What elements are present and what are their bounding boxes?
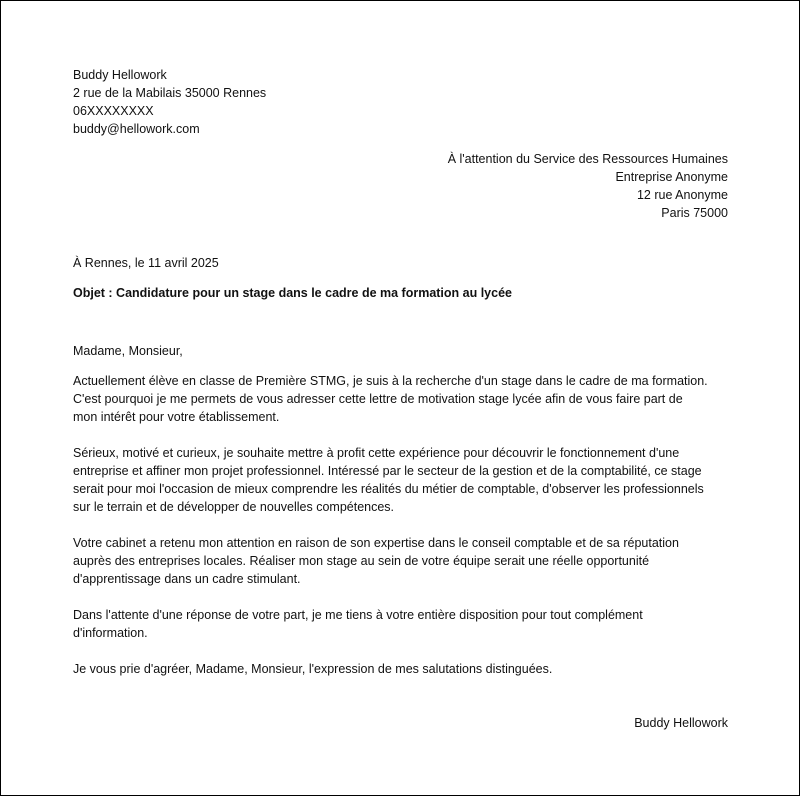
recipient-street: 12 rue Anonyme [636, 188, 728, 202]
body-paragraph-1 [73, 372, 728, 426]
recipient-block [73, 150, 728, 222]
paragraph-line: serait pour moi l'occasion de mieux comprendre les réalités du métier de comptable, d'observer les professionnels [73, 482, 704, 496]
recipient-company: Entreprise Anonyme [615, 170, 728, 184]
signature-name: Buddy Hellowork [634, 716, 728, 730]
salutation-text: Madame, Monsieur, [73, 344, 183, 358]
body-paragraph-3 [73, 534, 728, 588]
paragraph-line: mon intérêt pour votre établissement. [73, 410, 280, 424]
paragraph-line: Actuellement élève en classe de Première STMG, je suis à la recherche d'un stage dans le cadre de ma formation. [73, 374, 708, 388]
date-text: À Rennes, le 11 avril 2025 [73, 256, 219, 270]
sender-block [73, 66, 728, 138]
paragraph-line: Je vous prie d'agréer, Madame, Monsieur, l'expression de mes salutations distinguées. [73, 662, 553, 676]
paragraph-line: d'information. [73, 626, 148, 640]
sender-phone: 06XXXXXXXX [73, 104, 154, 118]
sender-address: 2 rue de la Mabilais 35000 Rennes [73, 86, 267, 100]
paragraph-line: entreprise et affiner mon projet professionnel. Intéressé par le secteur de la gestion et de la comptabilité, ce stage [73, 464, 702, 478]
subject-line [73, 284, 728, 302]
body-paragraph-2 [73, 444, 728, 516]
paragraph-line: Votre cabinet a retenu mon attention en raison de son expertise dans le conseil comptable et de sa réputation [73, 536, 679, 550]
closing-paragraph [73, 660, 728, 678]
salutation [73, 342, 728, 360]
recipient-attention: À l'attention du Service des Ressources Humaines [447, 152, 728, 166]
date-line [73, 254, 728, 272]
paragraph-line: d'apprentissage dans un cadre stimulant. [73, 572, 301, 586]
recipient-city: Paris 75000 [661, 206, 728, 220]
paragraph-line: Dans l'attente d'une réponse de votre part, je me tiens à votre entière disposition pour tout complément [73, 608, 643, 622]
paragraph-line: Sérieux, motivé et curieux, je souhaite mettre à profit cette expérience pour découvrir le fonctionnement d'une [73, 446, 680, 460]
subject-text: Objet : Candidature pour un stage dans le cadre de ma formation au lycée [73, 286, 512, 300]
paragraph-line: auprès des entreprises locales. Réaliser mon stage au sein de votre équipe serait une réelle opportunité [73, 554, 650, 568]
paragraph-line: sur le terrain et de développer de nouvelles compétences. [73, 500, 395, 514]
body-paragraph-4 [73, 606, 728, 642]
sender-email: buddy@hellowork.com [73, 122, 200, 136]
sender-name: Buddy Hellowork [73, 68, 167, 82]
signature-block [73, 714, 728, 732]
paragraph-line: C'est pourquoi je me permets de vous adresser cette lettre de motivation stage lycée afin de vous faire part de [73, 392, 683, 406]
